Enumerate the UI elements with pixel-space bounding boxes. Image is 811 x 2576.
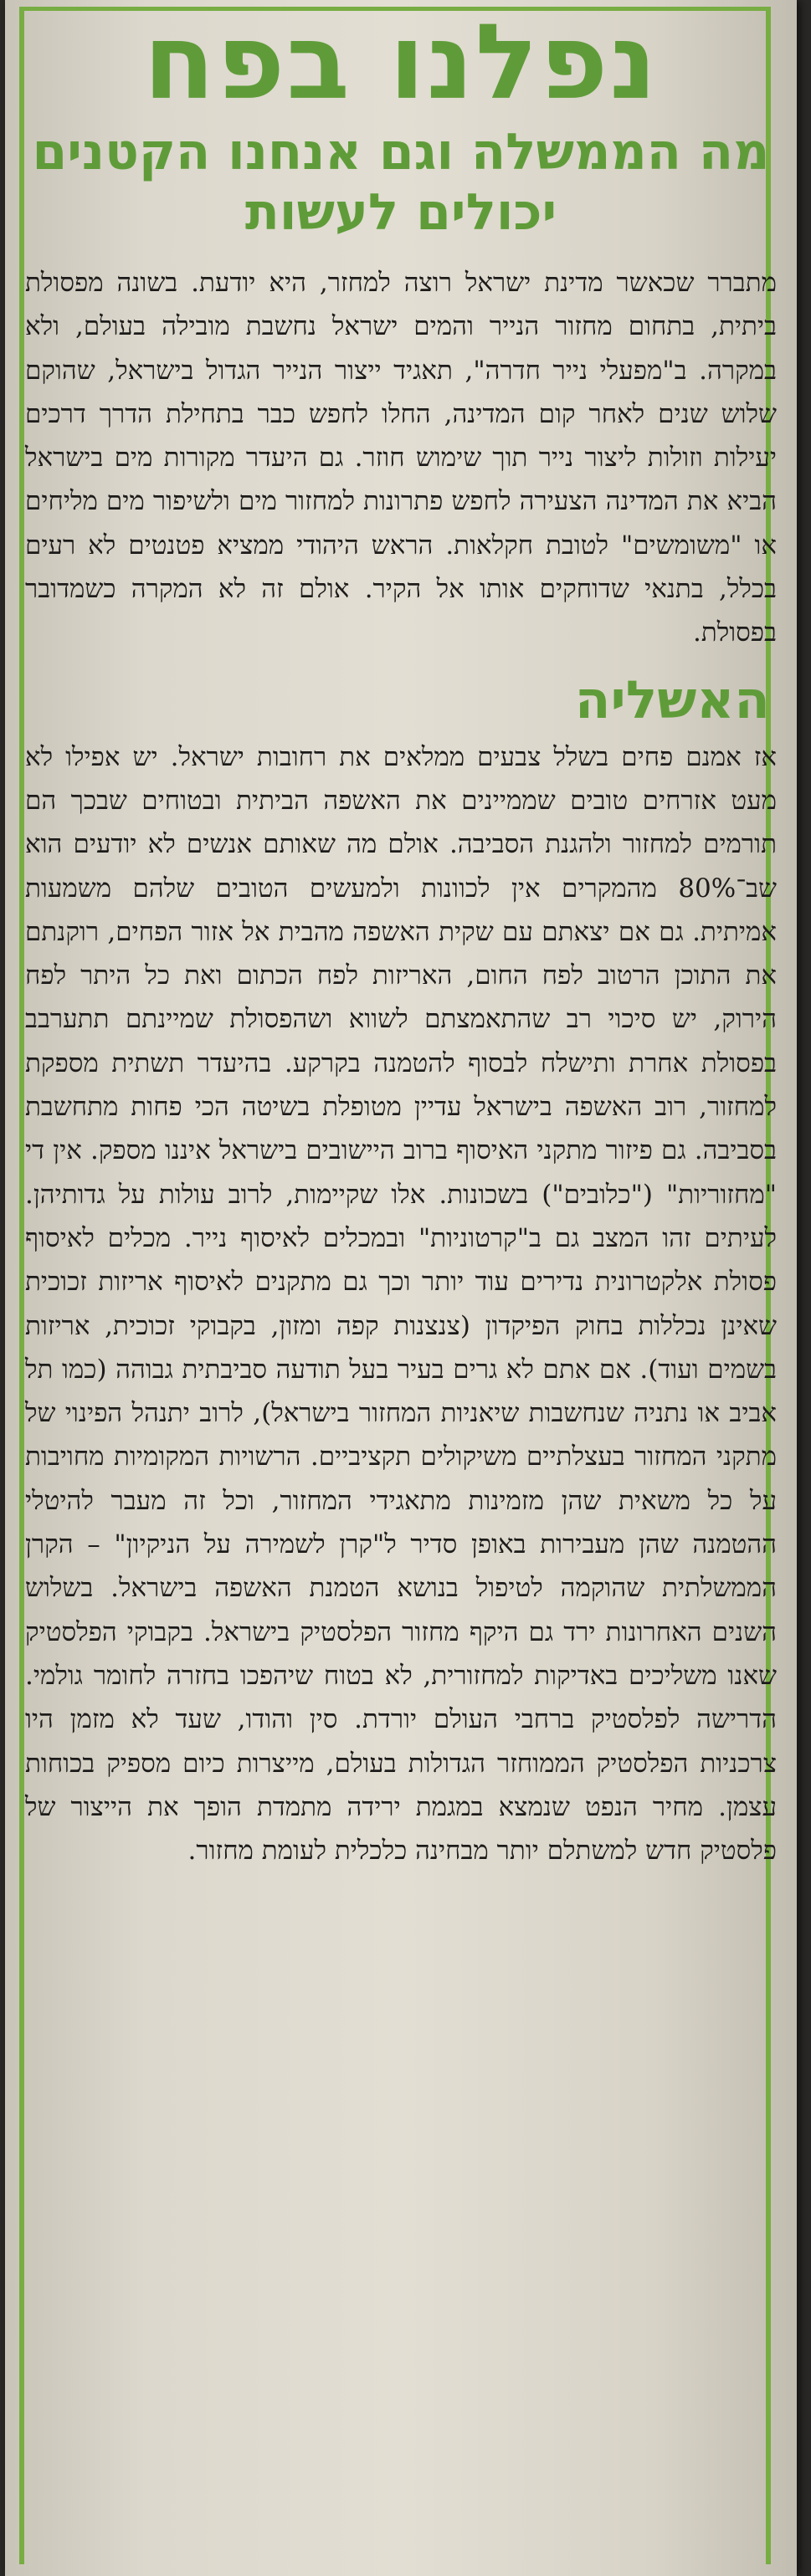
intro-paragraph: מתברר שכאשר מדינת ישראל רוצה למחזר, היא יודעת. בשונה מפסולת ביתית, בתחום מחזור הנייר והמים ישראל נחשבת מובילה בעולם, ולא במקרה. ב"מפעלי נייר חדרה", תאגיד ייצור הנייר הגדול בישראל, שהוקם שלוש שנים לאחר קום המדינה, החלו לחפש כבר בתחילת הדרך דרכים יעילות וזולות ליצור נייר תוך שימוש חוזר. גם היעדר מקורות מים בישראל הביא את המדינה הצעירה לחפש פתרונות למחזור מים ולשיפור מים מליחים או "משומשים" לטובת חקלאות. הראש היהודי ממציא פטנטים לא רעים בכלל, בתנאי שדוחקים אותו אל הקיר. אולם זה לא המקרה כשמדובר בפסולת. [25,268,777,648]
article-title: נפלנו בפח [143,3,659,123]
section-heading: האשליה [574,668,770,730]
section-paragraph: אז אמנם פחים בשלל צבעים ממלאים את רחובות ישראל. יש אפילו לא מעט אזרחים טובים שממיינים את האשפה הביתית ובטוחים שבכך הם תורמים למחזור ולהגנת הסביבה. אולם מה שאותם אנשים לא יודעים הוא שב־80% מהמקרים אין לכוונות ולמעשים הטובים שלהם משמעות אמיתית. גם אם יצאתם עם שקית האשפה מהבית אל אזור הפחים, רוקנתם את התוכן הרטוב לפח החום, האריזות לפח הכתום ואת כל היתר לפח הירוק, יש סיכוי רב שהתאמצתם לשווא ושהפסולת שמיינתם תתערבב בפסולת אחרת ותישלח לבסוף להטמנה בקרקע. בהיעדר תשתית מספקת למחזור, רוב האשפה בישראל עדיין מטופלת בשיטה הכי פחות מתחשבת בסביבה. גם פיזור מתקני האיסוף ברוב היישובים בישראל איננו מספק. אין די "מחזוריות" ("כלובים") בשכונות. אלו שקיימות, לרוב עולות על גדותיהן. לעיתים זהו המצב גם ב"קרטוניות" ובמכלים לאיסוף נייר. מכלים לאיסוף פסולת אלקטרונית נדירים עוד יותר וכך גם מתקנים לאיסוף אריזות זכוכית שאינן נכללות בחוק הפיקדון (צנצנות קפה ומזון, בקבוקי זכוכית, אריזות בשמים ועוד). אם אתם לא גרים בעיר בעל תודעה סביבתית גבוהה (כמו תל אביב או נתניה שנחשבות שיאניות המחזור בישראל), לרוב יתנהל הפינוי של מתקני המחזור בעצלתיים משיקולים תקציביים. הרשויות המקומיות מחויבות על כל משאית שהן מזמינות מתאגידי המחזור, וכל זה מעבר להיטלי ההטמנה שהן מעבירות באופן סדיר ל"קרן לשמירה על הניקיון" – הקרן הממשלתית שהוקמה לטיפול בנושא הטמנת האשפה בישראל. בשלוש השנים האחרונות ירד גם היקף מחזור הפלסטיק בישראל. בקבוקי הפלסטיק שאנו משליכים באדיקות למחזורית, לא בטוח שיהפכו בחזרה לחומר גולמי. הדרישה לפלסטיק ברחבי העולם יורדת. סין והודו, שעד לא מזמן היו צרכניות הפלסטיק הממוחזר הגדולות בעולם, מייצרות כיום מספיק בכוחות עצמן. מחיר הנפט שנמצא במגמת ירידה מתמדת הופך את הייצור של פלסטיק חדש למשתלם יותר מבחינה כלכלית לעומת מחזור. [25,741,778,1867]
newspaper-clipping [5,0,797,2576]
article-body [25,3,778,1872]
article-subtitle: מה הממשלה וגם אנחנו הקטנים יכולים לעשות [32,123,770,242]
